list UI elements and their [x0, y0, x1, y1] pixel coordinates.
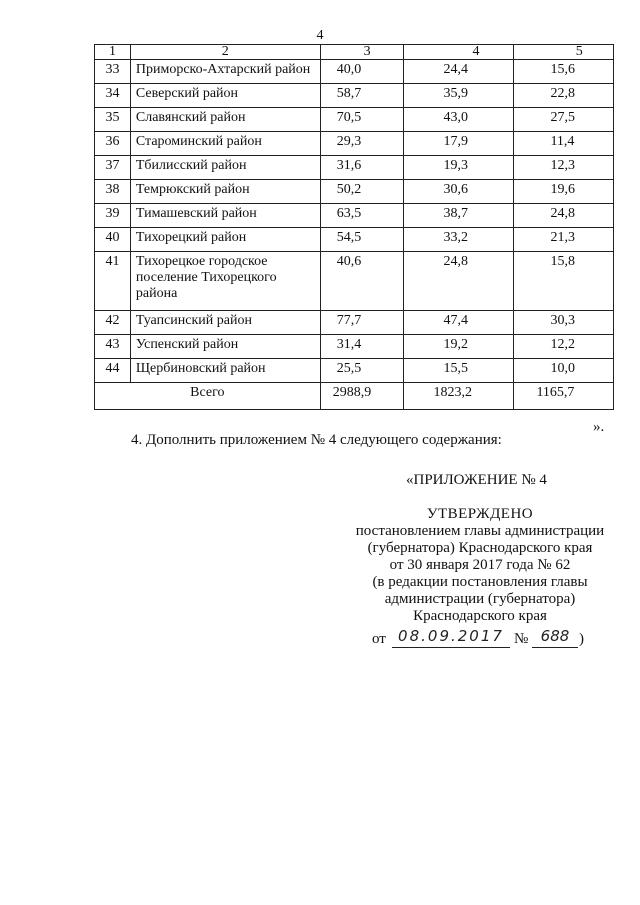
quote-close: ».: [593, 419, 605, 435]
table-row: [95, 60, 614, 84]
table-header-row: [95, 45, 614, 60]
value-col-3: 50,2: [320, 180, 403, 204]
approved-heading: УТВЕРЖДЕНО: [426, 506, 534, 522]
approval-line: постановлением главы администрации: [355, 523, 605, 539]
instruction-text: 4. Дополнить приложением № 4 следующего содержания:: [131, 432, 502, 448]
district-name: Приморско-Ахтарский район: [130, 60, 320, 84]
district-name: Северский район: [130, 84, 320, 108]
district-name: Темрюкский район: [130, 180, 320, 204]
value-col-4: 33,2: [403, 228, 514, 252]
table-row: [95, 108, 614, 132]
approval-line: Краснодарского края: [413, 608, 547, 624]
value-col-4: 43,0: [403, 108, 514, 132]
value-col-5: 30,3: [514, 311, 614, 335]
allocation-table: [94, 44, 614, 410]
header-col-2: 2: [130, 45, 320, 60]
value-col-4: 15,5: [403, 359, 514, 383]
value-col-4: 19,2: [403, 335, 514, 359]
value-col-4: 17,9: [403, 132, 514, 156]
table-row: [95, 335, 614, 359]
value-col-5: 21,3: [514, 228, 614, 252]
row-number: 41: [95, 252, 131, 311]
district-name: Щербиновский район: [130, 359, 320, 383]
table-row: [95, 84, 614, 108]
row-number: 37: [95, 156, 131, 180]
value-col-3: 70,5: [320, 108, 403, 132]
total-col-4: 1823,2: [403, 383, 514, 410]
value-col-3: 40,0: [320, 60, 403, 84]
value-col-4: 24,8: [403, 252, 514, 311]
value-col-5: 15,6: [514, 60, 614, 84]
row-number: 38: [95, 180, 131, 204]
value-col-3: 29,3: [320, 132, 403, 156]
value-col-3: 31,4: [320, 335, 403, 359]
row-number: 40: [95, 228, 131, 252]
value-col-5: 27,5: [514, 108, 614, 132]
signature-line: [372, 627, 632, 651]
value-col-4: 35,9: [403, 84, 514, 108]
value-col-4: 38,7: [403, 204, 514, 228]
row-number: 36: [95, 132, 131, 156]
close-paren: ): [579, 631, 584, 647]
handwritten-date: 08.09.2017: [392, 627, 510, 648]
value-col-5: 19,6: [514, 180, 614, 204]
header-col-3: 3: [320, 45, 403, 60]
value-col-4: 19,3: [403, 156, 514, 180]
table-row: [95, 252, 614, 311]
row-number: 34: [95, 84, 131, 108]
district-name: Тбилисский район: [130, 156, 320, 180]
value-col-4: 30,6: [403, 180, 514, 204]
row-number: 44: [95, 359, 131, 383]
district-name: Тихорецкое городское поселение Тихорецкого района: [130, 252, 320, 311]
table-row: [95, 359, 614, 383]
value-col-5: 12,2: [514, 335, 614, 359]
table-row: [95, 311, 614, 335]
header-col-4: 4: [403, 45, 514, 60]
value-col-3: 25,5: [320, 359, 403, 383]
total-col-5: 1165,7: [514, 383, 614, 410]
value-col-4: 24,4: [403, 60, 514, 84]
total-row: [95, 383, 614, 410]
number-sign: №: [514, 631, 529, 647]
value-col-5: 12,3: [514, 156, 614, 180]
table-row: [95, 180, 614, 204]
value-col-3: 31,6: [320, 156, 403, 180]
value-col-5: 11,4: [514, 132, 614, 156]
district-name: Туапсинский район: [130, 311, 320, 335]
handwritten-number: 688: [532, 627, 578, 648]
page-number: 4: [316, 28, 324, 43]
approval-line: администрации (губернатора): [384, 591, 576, 607]
value-col-5: 10,0: [514, 359, 614, 383]
value-col-3: 40,6: [320, 252, 403, 311]
district-name: Успенский район: [130, 335, 320, 359]
row-number: 39: [95, 204, 131, 228]
ot-label: от: [372, 631, 386, 647]
district-name: Славянский район: [130, 108, 320, 132]
value-col-5: 15,8: [514, 252, 614, 311]
value-col-3: 58,7: [320, 84, 403, 108]
value-col-3: 63,5: [320, 204, 403, 228]
total-col-3: 2988,9: [320, 383, 403, 410]
value-col-3: 77,7: [320, 311, 403, 335]
appendix-title: «ПРИЛОЖЕНИЕ № 4: [406, 472, 547, 488]
district-name: Тимашевский район: [130, 204, 320, 228]
district-name: Староминский район: [130, 132, 320, 156]
table-row: [95, 228, 614, 252]
value-col-4: 47,4: [403, 311, 514, 335]
value-col-3: 54,5: [320, 228, 403, 252]
row-number: 43: [95, 335, 131, 359]
table-row: [95, 204, 614, 228]
header-col-1: 1: [95, 45, 131, 60]
district-name: Тихорецкий район: [130, 228, 320, 252]
row-number: 42: [95, 311, 131, 335]
table-row: [95, 156, 614, 180]
approval-line: (в редакции постановления главы: [372, 574, 588, 590]
row-number: 35: [95, 108, 131, 132]
row-number: 33: [95, 60, 131, 84]
approval-line: (губернатора) Краснодарского края: [367, 540, 593, 556]
header-col-5: 5: [514, 45, 614, 60]
total-label: Всего: [95, 383, 321, 410]
table-row: [95, 132, 614, 156]
approval-line: от 30 января 2017 года № 62: [389, 557, 571, 573]
value-col-5: 22,8: [514, 84, 614, 108]
value-col-5: 24,8: [514, 204, 614, 228]
